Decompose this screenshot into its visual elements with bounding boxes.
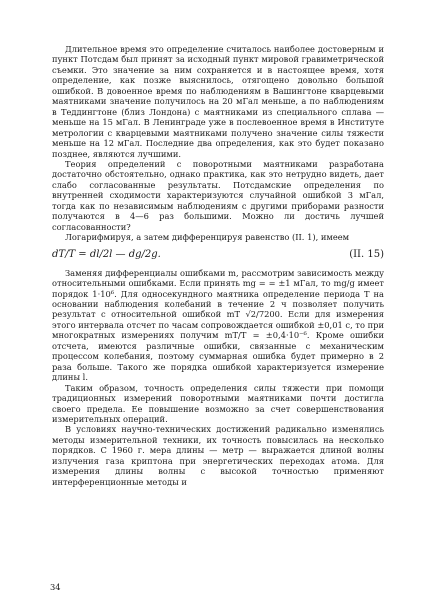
formula-ii-15 [52, 249, 384, 260]
paragraph-potsdam-history: Длительное время это определение считалось наиболее достоверным и пункт Потсдам был принят за исходный пункт мировой гравиметрической съемки. Это значение за ним сохраняется и в настоящее время, хотя определение, как позже выяснилось, отягощено довольно большой ошибкой. В довоенное время по наблюдениям в Вашингтоне кварцевыми маятниками значение получилось на 20 мГал меньше, а по наблюдениям в Теддингтоне (близ Лондона) с маятниками из специального сплава — меньше на 15 мГал. В Ленинграде уже в послевоенное время в Институте метрологии с кварцевыми маятниками получено значение силы тяжести меньше на 12 мГал. Последние два определения, как это будет показано позднее, являются лучшими. [52, 44, 384, 159]
paragraph-precision-limit: Таким образом, точность определения силы тяжести при помощи традиционных измерений поворотными маятниками почти достигла своего предела. Ее повышение возможно за счет совершенствования измерительных операций. [52, 382, 384, 424]
formula-expression: dT/T = dl/2l — dg/2g. [52, 248, 161, 260]
formula-number: (II. 15) [349, 248, 384, 260]
paragraph-error-relations: Заменяя дифференциалы ошибками m, рассмотрим зависимость между относительными ошибками. Если принять mg = = ±1 мГал, то mg/g имеет порядок 1·10⁶. Для односекундного маятника определение периода T на основании наблюдения колебаний в течение 2 ч позволяет получить результат с относительной ошибкой mT √2/7200. Если для измерения этого интервала отсчет по часам сопровождается ошибкой ±0,01 с, то при многократных измерениях получим mT/T = ±0,4·10⁻⁶. Кроме ошибки отсчета, имеются различные ошибки, связанные с механическим процессом колебания, поэтому суммарная ошибка будет примерно в 2 раза больше. Такого же порядка ошибкой характеризуется измерение длины l. [52, 267, 384, 383]
paragraph-theory-turning-pendulums: Теория определений с поворотными маятниками разработана достаточно обстоятельно, однако практика, как это нетрудно видеть, дает слабо согласованные результаты. Потсдамские определения по внутренней сходимости характеризуются случайной ошибкой 3 мГал, тогда как по независимым наблюдениям с другими приборами разности получаются в 4—6 раз большими. Можно ли достичь лучшей согласованности? [52, 158, 384, 232]
paragraph-scientific-progress: В условиях научно-технических достижений радикально изменялись методы измерительной техники, их точность повысилась на несколько порядков. С 1960 г. мера длины — метр — выражается длиной волны излучения газа криптона при энергетических переходах атома. Для измерения длины волны с высокой точностью применяют интерференционные методы и [52, 424, 384, 487]
paragraph-logarithm-intro: Логарифмируя, а затем дифференцируя равенство (II. 1), имеем [65, 232, 350, 243]
page-number: 34 [50, 582, 61, 592]
